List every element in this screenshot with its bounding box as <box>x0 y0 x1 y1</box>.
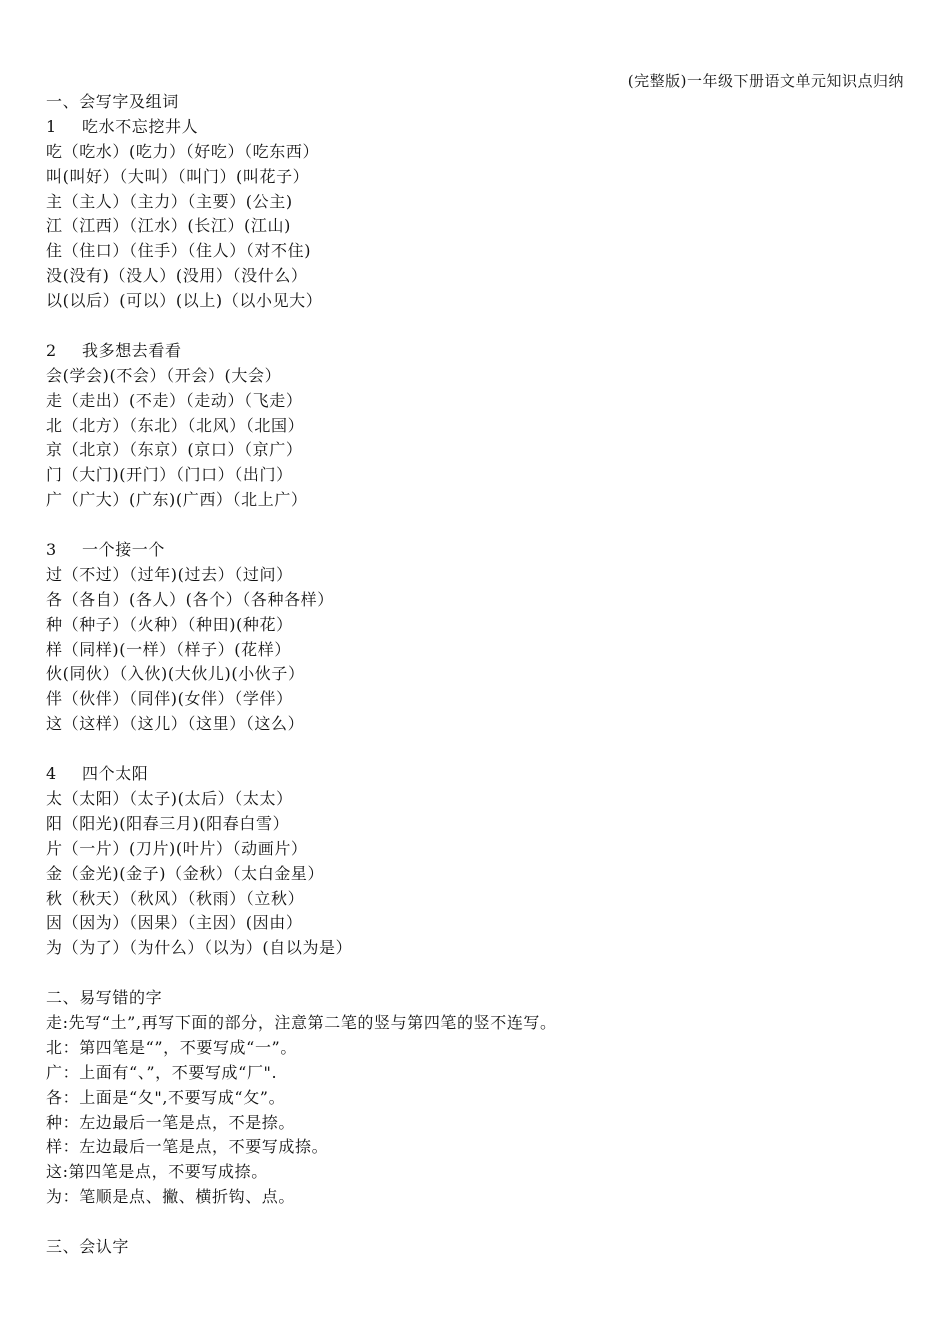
word-line: 以(以后）(可以）(以上)（以小见大） <box>46 291 323 311</box>
note-line: 样：左边最后一笔是点，不要写成捺。 <box>46 1137 329 1157</box>
lesson-title: 一个接一个 <box>82 540 166 560</box>
word-line: 广（广大）(广东)(广西）（北上广） <box>46 490 308 510</box>
note-line: 这:第四笔是点，不要写成捺。 <box>46 1162 268 1182</box>
document-header: (完整版)一年级下册语文单元知识点归纳 <box>627 72 904 90</box>
word-line: 这（这样）（这儿）（这里）（这么） <box>46 714 305 734</box>
section-title-write-words: 一、会写字及组词 <box>46 92 179 111</box>
word-line: 住（住口）（住手）（住人）（对不住) <box>46 241 312 261</box>
word-line: 主（主人）（主力）（主要）(公主) <box>46 191 293 211</box>
word-line: 因（因为）（因果）（主因）(因由） <box>46 913 303 933</box>
note-line: 广：上面有“、”，不要写成“厂". <box>46 1062 278 1082</box>
word-line: 片（一片）(刀片)(叶片）（动画片） <box>46 838 308 858</box>
lesson-title: 我多想去看看 <box>82 340 182 360</box>
note-line: 各：上面是“夂",不要写成“攵”。 <box>46 1087 286 1107</box>
lesson-number: 4 <box>46 764 57 784</box>
word-line: 为（为了）（为什么）（以为）(自以为是） <box>46 938 353 958</box>
word-line: 会(学会)(不会）（开会）(大会） <box>46 365 282 385</box>
word-line: 伙(同伙）（入伙)(大伙儿)(小伙子） <box>46 664 305 684</box>
note-line: 走:先写“土”,再写下面的部分，注意第二笔的竖与第四笔的竖不连写。 <box>46 1012 557 1032</box>
blank-line <box>46 737 916 762</box>
section-title-error-prone: 二、易写错的字 <box>46 988 163 1008</box>
note-line: 种：左边最后一笔是点，不是捺。 <box>46 1112 296 1132</box>
word-line: 伴（伙伴）（同伴)(女伴）（学伴） <box>46 689 293 709</box>
word-line: 吃（吃水）(吃力）（好吃）（吃东西） <box>46 141 320 161</box>
word-line: 过（不过）（过年)(过去）（过问） <box>46 564 293 584</box>
lesson-title: 吃水不忘挖井人 <box>82 116 199 136</box>
lesson-heading <box>46 762 916 787</box>
blank-line <box>46 961 916 986</box>
lesson-number: 3 <box>46 540 57 560</box>
word-line: 京（北京）（东京）(京口）（京广） <box>46 440 303 460</box>
word-line: 江（江西）（江水）(长江）(江山) <box>46 216 291 236</box>
lesson-heading <box>46 339 916 364</box>
lesson-heading <box>46 538 916 563</box>
note-line: 北：第四笔是“”，不要写成“一”。 <box>46 1037 297 1057</box>
lesson-number: 2 <box>46 340 57 360</box>
word-line: 秋（秋天）（秋风）（秋雨）（立秋） <box>46 888 305 908</box>
word-line: 没(没有)（没人）(没用）（没什么） <box>46 266 308 286</box>
word-line: 门（大门)(开门）（门口）（出门） <box>46 465 293 485</box>
blank-line <box>46 314 916 339</box>
document-body <box>46 90 916 1260</box>
section-title-recognize: 三、会认字 <box>46 1236 130 1256</box>
lesson-title: 四个太阳 <box>82 764 149 784</box>
word-line: 太（太阳）（太子)(太后）（太太） <box>46 788 293 808</box>
word-line: 阳（阳光)(阳春三月)(阳春白雪） <box>46 813 290 833</box>
word-line: 样（同样)(一样）（样子）(花样） <box>46 639 291 659</box>
lesson-number: 1 <box>46 116 57 136</box>
word-line: 叫(叫好）（大叫）（叫门）(叫花子） <box>46 166 310 186</box>
word-line: 走（走出）(不走）（走动）（飞走） <box>46 390 303 410</box>
blank-line <box>46 513 916 538</box>
word-line: 金（金光)(金子)（金秋）（太白金星） <box>46 863 325 883</box>
word-line: 各（各自）(各人）(各个）（各种各样） <box>46 589 334 609</box>
blank-line <box>46 1210 916 1235</box>
word-line: 北（北方）（东北）（北风）（北国） <box>46 415 305 435</box>
lesson-heading <box>46 115 916 140</box>
note-line: 为：笔顺是点、撇、横折钩、点。 <box>46 1187 296 1207</box>
word-line: 种（种子）（火种）（种田)(种花） <box>46 614 293 634</box>
